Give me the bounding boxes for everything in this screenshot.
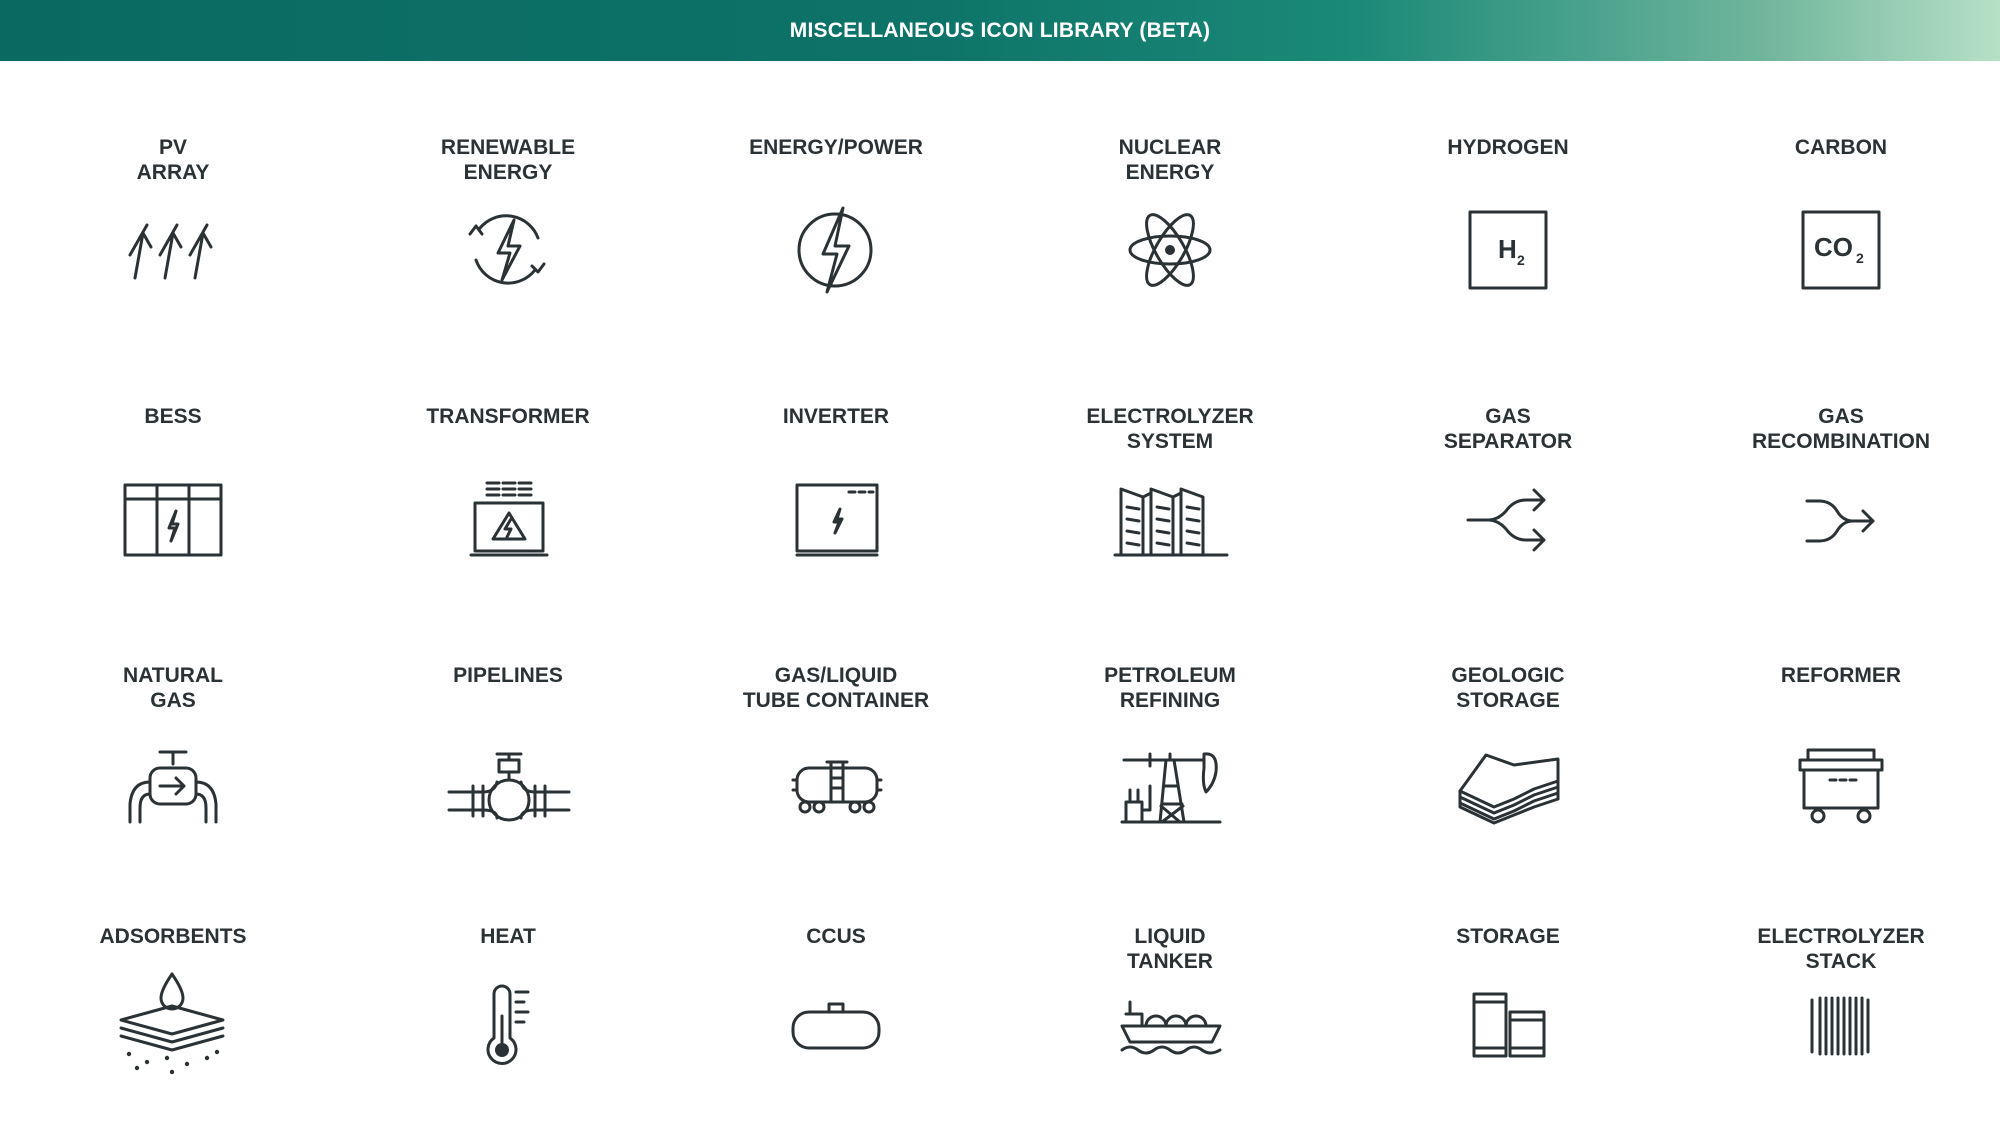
tile-geologic-storage[interactable] — [1358, 663, 1658, 713]
gas-separator-icon — [1466, 485, 1550, 555]
tile-label: REFORMER — [1780, 664, 1902, 687]
tile-natural-gas[interactable] — [23, 663, 323, 713]
tile-label: CCUS — [806, 925, 866, 948]
natural-gas-icon — [126, 748, 220, 824]
liquid-tanker-icon — [1120, 998, 1224, 1054]
tile-label: ADSORBENTS — [99, 925, 247, 948]
tile-label: NATURAL GAS — [123, 664, 223, 712]
tile-nuclear-energy[interactable] — [1020, 135, 1320, 185]
tile-energy-power[interactable] — [686, 135, 986, 160]
svg-text:2: 2 — [1856, 250, 1864, 266]
tile-reformer[interactable] — [1691, 663, 1991, 688]
tile-label: GAS/LIQUID TUBE CONTAINER — [742, 664, 930, 712]
inverter-icon — [795, 483, 879, 557]
tile-heat[interactable] — [358, 924, 658, 949]
reformer-icon — [1796, 748, 1886, 824]
electrolyzer-system-icon — [1113, 483, 1229, 557]
tile-electrolyzer-system[interactable] — [1020, 404, 1320, 454]
energy-power-icon — [795, 206, 875, 294]
page-title: MISCELLANEOUS ICON LIBRARY (BETA) — [789, 18, 1211, 42]
tile-hydrogen[interactable] — [1358, 135, 1658, 160]
tile-liquid-tanker[interactable] — [1020, 924, 1320, 974]
tile-storage[interactable] — [1358, 924, 1658, 949]
tile-tube-container[interactable] — [686, 663, 986, 713]
tile-label: TRANSFORMER — [426, 405, 590, 428]
hydrogen-icon — [1468, 210, 1548, 290]
ccus-icon — [791, 1002, 881, 1050]
transformer-icon — [469, 481, 549, 559]
tile-label: RENEWABLE ENERGY — [440, 136, 576, 184]
tile-ccus[interactable] — [686, 924, 986, 949]
pipelines-icon — [447, 748, 571, 824]
bess-icon — [123, 483, 223, 557]
tile-carbon[interactable] — [1691, 135, 1991, 160]
tube-container-icon — [791, 760, 883, 814]
tile-renewable-energy[interactable] — [358, 135, 658, 185]
tile-label: BESS — [144, 405, 202, 428]
tile-label: CARBON — [1794, 136, 1888, 159]
svg-text:2: 2 — [1517, 252, 1525, 268]
tile-label: PV ARRAY — [136, 136, 210, 184]
svg-text:CO: CO — [1814, 232, 1853, 262]
tile-label: GEOLOGIC STORAGE — [1451, 664, 1565, 712]
nuclear-energy-icon — [1128, 210, 1212, 290]
carbon-icon — [1801, 210, 1881, 290]
gas-recombination-icon — [1805, 497, 1877, 545]
tile-electrolyzer-stack[interactable] — [1691, 924, 1991, 974]
tile-gas-separator[interactable] — [1358, 404, 1658, 454]
petroleum-refining-icon — [1120, 748, 1222, 824]
header-banner — [0, 0, 2000, 61]
tile-transformer[interactable] — [358, 404, 658, 429]
renewable-energy-icon — [460, 208, 555, 293]
heat-icon — [484, 986, 534, 1066]
tile-label: HYDROGEN — [1447, 136, 1569, 159]
tile-gas-recombination[interactable] — [1691, 404, 1991, 454]
tile-label: PETROLEUM REFINING — [1104, 664, 1236, 712]
tile-pipelines[interactable] — [358, 663, 658, 688]
tile-petroleum-refining[interactable] — [1020, 663, 1320, 713]
tile-label: LIQUID TANKER — [1127, 925, 1213, 973]
tile-adsorbents[interactable] — [23, 924, 323, 949]
tile-label: GAS RECOMBINATION — [1751, 405, 1931, 453]
tile-label: GAS SEPARATOR — [1443, 405, 1573, 453]
tile-label: PIPELINES — [453, 664, 563, 687]
tile-bess[interactable] — [23, 404, 323, 429]
electrolyzer-stack-icon — [1808, 994, 1874, 1058]
tile-label: ENERGY/POWER — [749, 136, 923, 159]
geologic-storage-icon — [1456, 751, 1562, 825]
adsorbents-icon — [117, 972, 227, 1074]
pv-array-icon — [125, 215, 220, 285]
tile-label: ELECTROLYZER STACK — [1757, 925, 1925, 973]
tile-label: NUCLEAR ENERGY — [1118, 136, 1222, 184]
tile-pv-array[interactable] — [23, 135, 323, 185]
storage-icon — [1472, 992, 1546, 1058]
tile-label: HEAT — [480, 925, 536, 948]
tile-label: STORAGE — [1456, 925, 1560, 948]
tile-label: ELECTROLYZER SYSTEM — [1086, 405, 1254, 453]
svg-text:H: H — [1498, 234, 1517, 264]
tile-inverter[interactable] — [686, 404, 986, 429]
tile-label: INVERTER — [782, 405, 890, 428]
